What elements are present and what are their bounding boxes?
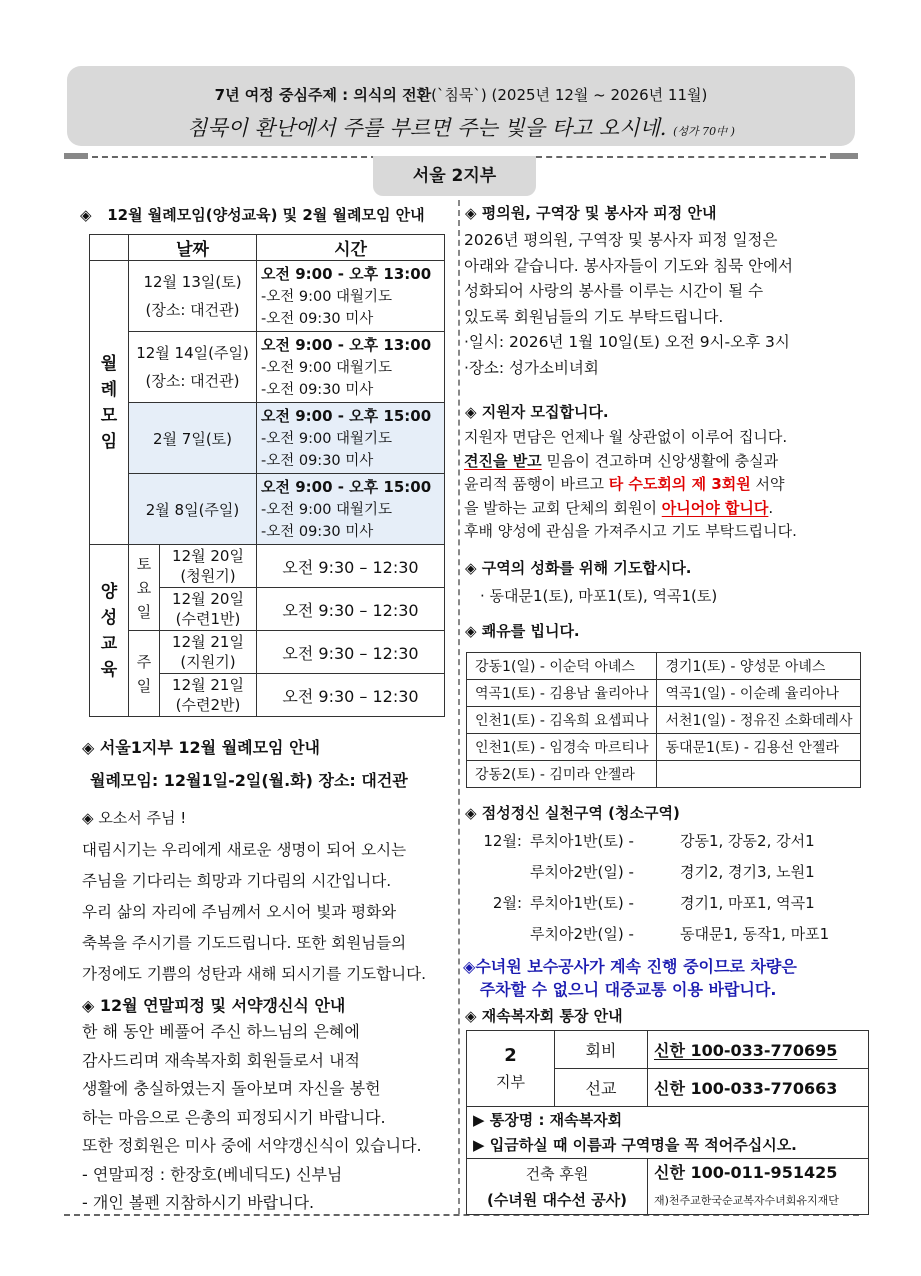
recruit-text: 지원자 면담은 언제나 월 상관없이 이루어 집니다. 견진을 받고 믿음이 견고하며 신앙생활에 충실과 윤리적 품행이 바르고 타 수도회의 제 3회원 서약 을 발하는 교회 단체의 회원이 아니어야 합니다. 후배 양성에 관심을 가져주시고 기도 부탁드립니다. [464,428,797,540]
retreat-text [82,1018,422,1218]
text-line: 아래와 같습니다. 봉사자들이 기도와 침묵 안에서 [464,256,794,275]
vertical-char: 월 [100,353,118,374]
text-line: ·장소: 성가소비녀회 [464,358,599,377]
schedule-table: 날짜 시간 월 례 모 임 12월 13일(토) (장소: 대건관) 오전 9:00 - 오후 13:00 -오전 9:00 대월기도 -오전 09:30 미사 12월 14일(주일) (장소: 대건관) 오전 9:00 - 오후 13:00 -오전 9:00 대월기도 -오전 09:30 미사 2월 7일(토) 오전 9:00 - 오후 15:00 -오전 9:00 대월기도 -오전 09:30 미사 2월 8일(주일) 오전 9:00 - 오후 15:00 -오전 9:00 대월기도 -오전 09:30 미사 양 성 교 육 토 요 일 12월 20일 (청원기) 오전 9:30 – 12:30 12월 20일 (수련1반) 오전 9:30 – 12:30 주 일 12월 21일 (지원기) 오전 9:30 – 12:30 12월 21일 (수련2반) 오전 9:30 – 12:30 [89,234,445,717]
recruit-title: ◈ 지원자 모집합니다. [465,403,609,421]
clean-field: 12월: [483,832,522,850]
text-line: 또한 정회원은 미사 중에 서약갱신식이 있습니다. [82,1136,422,1155]
table-row [467,734,861,761]
text-line: 대림시기는 우리에게 새로운 생명이 되어 오시는 [82,841,407,859]
list-item [470,861,829,892]
banner-line1: 7년 여정 중심주제 : 의식의 전환(`침묵`) (2025년 12월 ~ 2026년 11월) [214,86,708,104]
text-line: 주님을 기다리는 희망과 기다림의 시간입니다. [82,872,392,890]
divider [536,156,826,162]
branch-title: 서울 2지부 [373,156,536,196]
sat-label [129,545,160,631]
vertical-char: 요 [136,578,152,597]
clean-field: 루치아1반(토) - [530,832,634,850]
table-row [467,653,861,680]
vertical-char: 모 [100,405,118,426]
heal-table [466,652,861,788]
heal-cell: 인천1(토) - 임경숙 마르티나 [467,734,657,761]
clean-field: 강동1, 강동2, 강서1 [680,832,815,850]
parking-notice: ◈수녀원 보수공사가 계속 진행 중이므로 차량은 주차할 수 없으니 대중교통 이용 바랍니다. [463,957,797,999]
come-title: ◈ 오소서 주님 ! [82,809,187,827]
vertical-char: 일 [136,676,152,695]
table-row [467,680,861,707]
text-line: - 개인 볼펜 지참하시기 바랍니다. [82,1193,315,1212]
divider [830,153,858,159]
heal-cell: 강동1(일) - 이순덕 아녜스 [467,653,657,680]
vertical-char: 양 [100,581,118,602]
clean-field: 루치아2반(일) - [530,925,634,943]
list-item [470,923,829,954]
clean-list [470,830,829,954]
seoul1-text: 월례모임: 12월1일-2일(월.화) 장소: 대건관 [90,771,408,790]
theme-banner [67,66,855,146]
table-row [467,761,861,788]
text-line: - 연말피정 : 한장호(베네딕도) 신부님 [82,1164,343,1184]
vertical-char: 주 [136,652,152,671]
column-divider [458,200,460,1214]
bank-table: 2 지부 회비 신한 100-033-770695 선교 신한 100-033-770663 ▶ 통장명 : 재속복자회 ▶ 입금하실 때 이름과 구역명을 꼭 적어주십시오. 건축 후원 (수녀원 대수선 공사) 신한 100-011-951425 재)천주교한국순교복자수녀회유지재단 [466,1030,869,1215]
sun-label [129,631,160,717]
heal-cell: 동대문1(토) - 김용선 안젤라 [657,734,861,761]
clean-field: 동대문1, 동작1, 마포1 [680,925,830,943]
text-line: 하는 마음으로 은총의 피정되시기 바랍니다. [82,1107,386,1127]
pray-title: ◈ 구역의 성화를 위해 기도합시다. [465,559,692,577]
vertical-char: 교 [100,633,118,654]
heal-cell: 인천1(토) - 김옥희 요셉피나 [467,707,657,734]
clean-field: 루치아2반(일) - [530,863,634,881]
retreat2-text [464,228,793,381]
divider [92,156,377,162]
vertical-char: 성 [100,607,118,628]
header-date: 날짜 [129,235,257,261]
clean-field: 루치아1반(토) - [530,894,634,912]
list-item [470,892,829,923]
header-time: 시간 [257,235,445,261]
come-text [82,835,426,990]
retreat-title: ◈ 12월 연말피정 및 서약갱신식 안내 [82,996,346,1015]
clean-title: ◈ 점성정신 실천구역 (청소구역) [465,804,680,822]
text-line: 성화되어 사랑의 봉사를 이루는 시간이 될 수 [464,282,764,300]
text-line: ·일시: 2026년 1월 10일(토) 오전 9시-오후 3시 [464,333,790,351]
text-line: 2026년 평의원, 구역장 및 봉사자 피정 일정은 [464,231,778,249]
heal-cell: 경기1(토) - 양성문 아녜스 [657,653,861,680]
vertical-char: 일 [136,602,152,621]
vertical-char: 육 [100,659,118,680]
group-monthly [90,261,129,545]
table-row [467,707,861,734]
text-line: 있도록 회원님들의 기도 부탁드립니다. [464,307,724,326]
clean-field: 2월: [492,894,522,912]
text-line: 우리 삶의 자리에 주님께서 오시어 빛과 평화와 [82,903,397,921]
text-line: 가정에도 기쁨의 성탄과 새해 되시기를 기도합니다. [82,965,426,983]
text-line: 축복을 주시기를 기도드립니다. 또한 회원님들의 [82,934,407,952]
meeting-title: ◈ 12월 월례모임(양성교육) 및 2월 월례모임 안내 [80,206,425,224]
vertical-char: 토 [136,554,152,573]
clean-field: 경기2, 경기3, 노원1 [680,863,815,881]
group-education [90,545,129,717]
bank-title: ◈ 재속복자회 통장 안내 [465,1007,623,1025]
heal-cell: 역곡1(토) - 김용남 율리아나 [467,680,657,707]
heal-cell: 강동2(토) - 김미라 안젤라 [467,761,657,788]
heal-cell: 서천1(일) - 정유진 소화데레사 [657,707,861,734]
banner-line2: 침묵이 환난에서 주를 부르면 주는 빛을 타고 오시네. (성가 70中 ) [187,116,735,140]
heal-cell: 역곡1(일) - 이순례 율리아나 [657,680,861,707]
heal-cell [657,761,861,788]
text-line: 한 해 동안 베풀어 주신 하느님의 은혜에 [82,1022,360,1041]
text-line: 감사드리며 재속복자회 회원들로서 내적 [82,1050,361,1070]
pray-text: · 동대문1(토), 마포1(토), 역곡1(토) [480,587,718,605]
text-line: 생활에 충실하였는지 돌아보며 자신을 봉헌 [82,1079,381,1098]
divider [64,153,88,159]
list-item [470,830,829,861]
seoul1-title: ◈ 서울1지부 12월 월례모임 안내 [82,738,321,757]
retreat2-title: ◈ 평의원, 구역장 및 봉사자 피정 안내 [465,204,717,222]
clean-field: 경기1, 마포1, 역곡1 [680,894,815,912]
vertical-char: 임 [100,431,118,452]
vertical-char: 례 [100,379,118,400]
heal-title: ◈ 쾌유를 빕니다. [465,622,580,640]
